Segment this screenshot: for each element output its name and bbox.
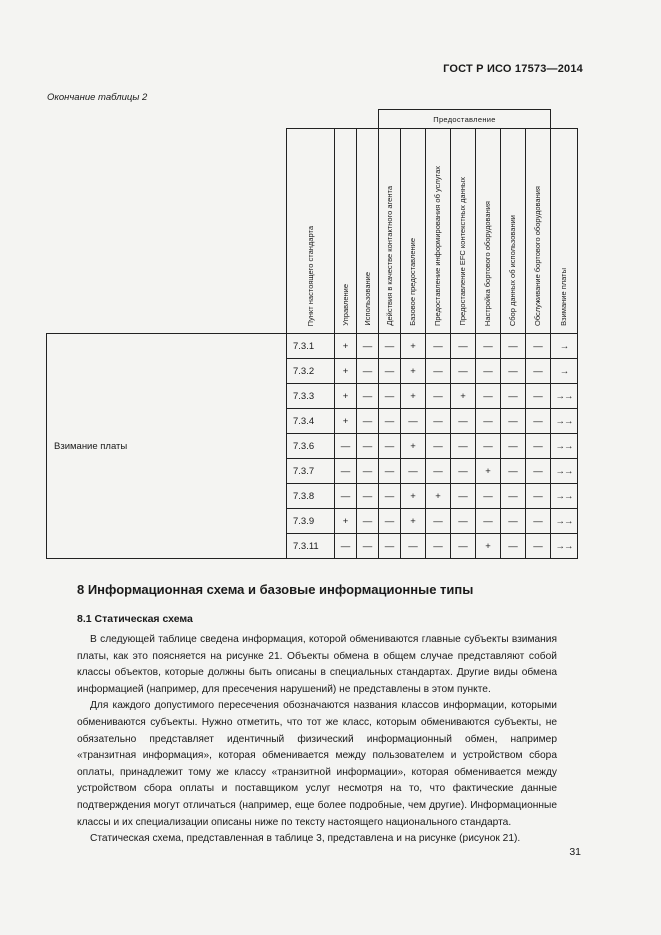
value-cell: + xyxy=(401,384,426,409)
clause-cell: 7.3.6 xyxy=(287,434,335,459)
value-cell: — xyxy=(526,359,551,384)
column-header-label: Сбор данных об использовании xyxy=(508,214,518,326)
table-caption: Окончание таблицы 2 xyxy=(47,92,148,103)
value-cell: — xyxy=(451,534,476,559)
section-heading: 8 Информационная схема и базовые информационные типы xyxy=(77,582,474,597)
value-cell: — xyxy=(526,334,551,359)
value-cell: — xyxy=(451,334,476,359)
value-cell: — xyxy=(379,434,401,459)
value-cell: — xyxy=(526,434,551,459)
value-cell: — xyxy=(426,384,451,409)
value-cell: — xyxy=(357,384,379,409)
value-cell: →→ xyxy=(551,384,578,409)
value-cell: — xyxy=(335,534,357,559)
value-cell: — xyxy=(501,509,526,534)
row-group-label: Взимание платы xyxy=(47,334,287,559)
value-cell: — xyxy=(401,459,426,484)
value-cell: + xyxy=(476,459,501,484)
value-cell: — xyxy=(379,359,401,384)
value-cell: — xyxy=(476,484,501,509)
value-cell: — xyxy=(501,334,526,359)
column-header-label: Взимание платы xyxy=(559,268,569,326)
value-cell: →→ xyxy=(551,484,578,509)
value-cell: — xyxy=(379,409,401,434)
value-cell: — xyxy=(526,484,551,509)
value-cell: + xyxy=(426,484,451,509)
value-cell: — xyxy=(501,409,526,434)
value-cell: — xyxy=(501,359,526,384)
value-cell: — xyxy=(426,334,451,359)
value-cell: — xyxy=(335,459,357,484)
clause-cell: 7.3.2 xyxy=(287,359,335,384)
value-cell: + xyxy=(476,534,501,559)
column-header-label: Использование xyxy=(362,272,372,326)
value-cell: — xyxy=(451,484,476,509)
value-cell: + xyxy=(401,434,426,459)
value-cell: — xyxy=(526,459,551,484)
value-cell: → xyxy=(551,359,578,384)
column-header xyxy=(551,129,578,334)
value-cell: — xyxy=(451,509,476,534)
column-header xyxy=(476,129,501,334)
value-cell: — xyxy=(335,484,357,509)
value-cell: — xyxy=(401,534,426,559)
value-cell: + xyxy=(401,334,426,359)
paragraph: Статическая схема, представленная в таблице 3, представлена и на рисунке (рисунок 21). xyxy=(90,833,521,845)
value-cell: →→ xyxy=(551,434,578,459)
value-cell: — xyxy=(335,434,357,459)
value-cell: — xyxy=(476,334,501,359)
column-header-label: Пункт настоящего стандарта xyxy=(305,225,315,326)
value-cell: — xyxy=(357,534,379,559)
value-cell: — xyxy=(379,384,401,409)
value-cell: — xyxy=(357,509,379,534)
column-header xyxy=(451,129,476,334)
value-cell: → xyxy=(551,334,578,359)
value-cell: + xyxy=(401,509,426,534)
value-cell: — xyxy=(501,534,526,559)
value-cell: — xyxy=(501,434,526,459)
value-cell: + xyxy=(401,484,426,509)
page-number: 31 xyxy=(569,846,581,858)
column-header xyxy=(335,129,357,334)
column-header-label: Базовое предоставление xyxy=(408,238,418,326)
value-cell: →→ xyxy=(551,534,578,559)
value-cell: — xyxy=(379,509,401,534)
value-cell: — xyxy=(476,434,501,459)
value-cell: →→ xyxy=(551,459,578,484)
value-cell: — xyxy=(451,359,476,384)
value-cell: — xyxy=(426,509,451,534)
value-cell: — xyxy=(379,334,401,359)
value-cell: + xyxy=(335,409,357,434)
value-cell: + xyxy=(335,509,357,534)
clause-cell: 7.3.8 xyxy=(287,484,335,509)
clause-cell: 7.3.11 xyxy=(287,534,335,559)
value-cell: — xyxy=(401,409,426,434)
value-cell: →→ xyxy=(551,409,578,434)
standard-designation: ГОСТ Р ИСО 17573—2014 xyxy=(443,63,583,75)
value-cell: — xyxy=(526,384,551,409)
value-cell: — xyxy=(357,359,379,384)
value-cell: — xyxy=(451,409,476,434)
body-text xyxy=(77,632,557,848)
value-cell: — xyxy=(451,459,476,484)
column-header xyxy=(287,129,335,334)
value-cell: — xyxy=(379,484,401,509)
value-cell: + xyxy=(451,384,476,409)
value-cell: — xyxy=(476,384,501,409)
value-cell: — xyxy=(426,409,451,434)
value-cell: — xyxy=(357,484,379,509)
value-cell: — xyxy=(501,384,526,409)
value-cell: + xyxy=(401,359,426,384)
value-cell: — xyxy=(476,409,501,434)
value-cell: — xyxy=(357,334,379,359)
value-cell: — xyxy=(357,409,379,434)
value-cell: + xyxy=(335,384,357,409)
column-header xyxy=(357,129,379,334)
value-cell: — xyxy=(476,509,501,534)
column-header-label: Предоставление EFC контекстных данных xyxy=(458,177,468,326)
value-cell: + xyxy=(335,334,357,359)
column-header xyxy=(426,129,451,334)
column-header xyxy=(401,129,426,334)
value-cell: — xyxy=(501,459,526,484)
column-header-label: Настройка бортового оборудования xyxy=(483,200,493,326)
column-header xyxy=(526,129,551,334)
value-cell: — xyxy=(501,484,526,509)
column-header xyxy=(501,129,526,334)
value-cell: — xyxy=(526,409,551,434)
value-cell: — xyxy=(426,459,451,484)
value-cell: — xyxy=(357,459,379,484)
clause-cell: 7.3.3 xyxy=(287,384,335,409)
value-cell: + xyxy=(335,359,357,384)
clause-cell: 7.3.9 xyxy=(287,509,335,534)
value-cell: →→ xyxy=(551,509,578,534)
subsection-heading: 8.1 Статическая схема xyxy=(77,613,193,625)
group-header: Предоставление xyxy=(379,110,551,129)
column-header xyxy=(379,129,401,334)
value-cell: — xyxy=(476,359,501,384)
clause-cell: 7.3.1 xyxy=(287,334,335,359)
value-cell: — xyxy=(379,534,401,559)
value-cell: — xyxy=(426,534,451,559)
value-cell: — xyxy=(357,434,379,459)
value-cell: — xyxy=(451,434,476,459)
data-table xyxy=(46,109,578,559)
value-cell: — xyxy=(426,359,451,384)
clause-cell: 7.3.7 xyxy=(287,459,335,484)
paragraph: В следующей таблице сведена информация, которой обмениваются главные субъекты взимания платы, как это поясняется на рисунке 21. Объекты обмена в общем случае представляют собой классы объектов, которые должны быть описаны в специальных стандартах. Другие виды обмена информацией (например, для пресечения нарушений) не представлены в этом пункте. xyxy=(77,634,557,695)
value-cell: — xyxy=(379,459,401,484)
value-cell: — xyxy=(426,434,451,459)
table-row xyxy=(47,334,578,359)
value-cell: — xyxy=(526,534,551,559)
column-header-label: Действия в качестве контактного агента xyxy=(384,186,394,326)
column-header-label: Обслуживание бортового оборудования xyxy=(533,186,543,326)
column-header-label: Предоставление информирования об услугах xyxy=(433,166,443,326)
paragraph: Для каждого допустимого пересечения обозначаются названия классов информации, которыми обмениваются субъекты. Нужно отметить, что тот же класс, которым обмениваются субъекты, не обязательно представляет идентичный физический информационный обмен, например «транзитная информация», которая обменивается между пользователем и устройством сбора оплаты, принадлежит тому же классу «транзитной информации», которая обменивается между устройством сбора оплаты и поставщиком услуг несмотря на то, что фактические данные подтверждения могут отличаться (например, еще более подробные, чем другие). Информационные классы и их специализации описаны ниже по тексту настоящего национального стандарта. xyxy=(77,700,557,828)
column-header-label: Управление xyxy=(340,284,350,326)
value-cell: — xyxy=(526,509,551,534)
clause-cell: 7.3.4 xyxy=(287,409,335,434)
